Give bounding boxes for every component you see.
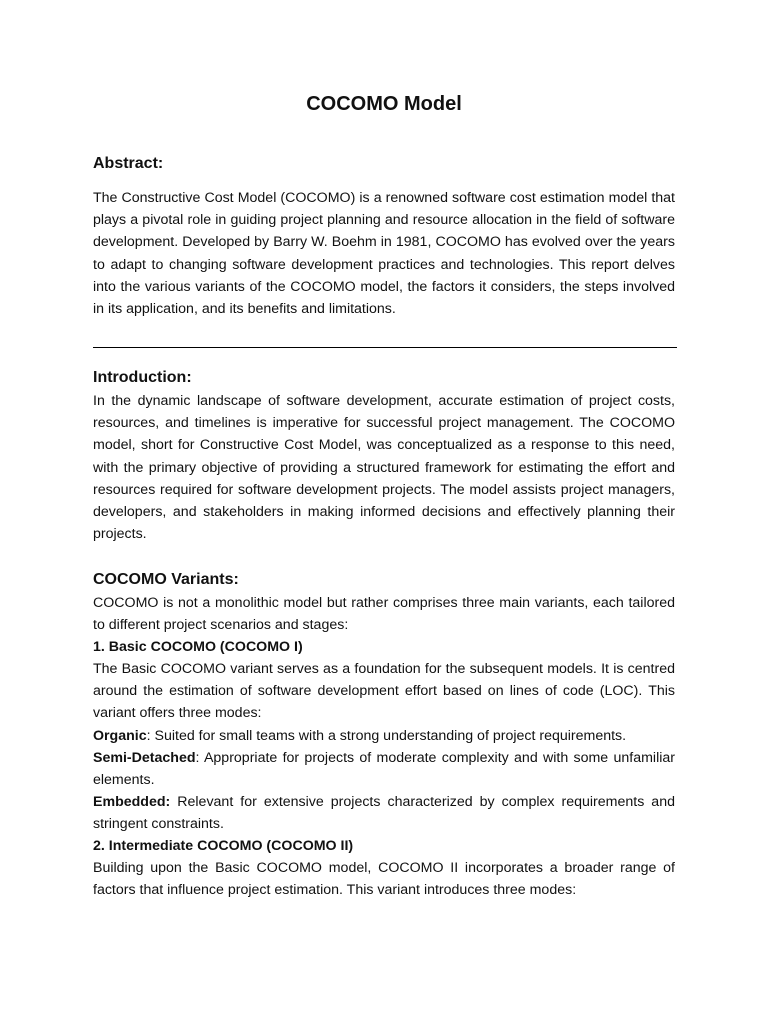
mode-organic-sep: : [146,728,155,744]
intermediate-cocomo-heading: 2. Intermediate COCOMO (COCOMO II) [93,838,354,854]
mode-organic [93,725,675,747]
variants-heading: COCOMO Variants: [93,571,239,588]
introduction-heading: Introduction: [93,369,192,386]
basic-cocomo-heading: 1. Basic COCOMO (COCOMO I) [93,639,303,655]
mode-organic-label: Organic [93,728,147,744]
mode-organic-text: Suited for small teams with a strong understanding of project requirements. [154,728,627,744]
section-divider [93,347,677,348]
variants-intro: COCOMO is not a monolithic model but rather comprises three main variants, each tailored to different project scenarios and stages: [93,595,675,634]
mode-embedded-text: Relevant for extensive projects characterized by complex requirements and stringent constraints. [93,794,675,833]
introduction-text: In the dynamic landscape of software development, accurate estimation of project costs, resources, and timelines is imperative for successful project management. The COCOMO model, short for Constructive Cost Model, was conceptualized as a response to this need, with the primary objective of providing a structured framework for estimating the effort and resources required for software development projects. The model assists project managers, developers, and stakeholders in making informed decisions and effectively planning their projects. [93,393,675,543]
mode-embedded [93,791,675,835]
mode-semi-detached-label: Semi-Detached [93,750,196,766]
mode-semi-detached [93,747,675,791]
mode-semi-detached-text: Appropriate for projects of moderate complexity and with some unfamiliar elements. [93,750,675,789]
page-title: COCOMO Model [306,93,462,115]
intermediate-cocomo-text: Building upon the Basic COCOMO model, COCOMO II incorporates a broader range of factors that influence project estimation. This variant introduces three modes: [93,860,675,899]
mode-embedded-label: Embedded: [93,794,171,810]
abstract-heading: Abstract: [93,155,164,172]
basic-cocomo-text: The Basic COCOMO variant serves as a foundation for the subsequent models. It is centred around the estimation of software development effort based on lines of code (LOC). This variant offers three modes: [93,661,675,722]
mode-semi-detached-sep: : [195,750,204,766]
abstract-text: The Constructive Cost Model (COCOMO) is a renowned software cost estimation model that plays a pivotal role in guiding project planning and resource allocation in the field of software development. Developed by Barry W. Boehm in 1981, COCOMO has evolved over the years to adapt to changing software development practices and technologies. This report delves into the various variants of the COCOMO model, the factors it considers, the steps involved in its application, and its benefits and limitations. [93,190,675,318]
